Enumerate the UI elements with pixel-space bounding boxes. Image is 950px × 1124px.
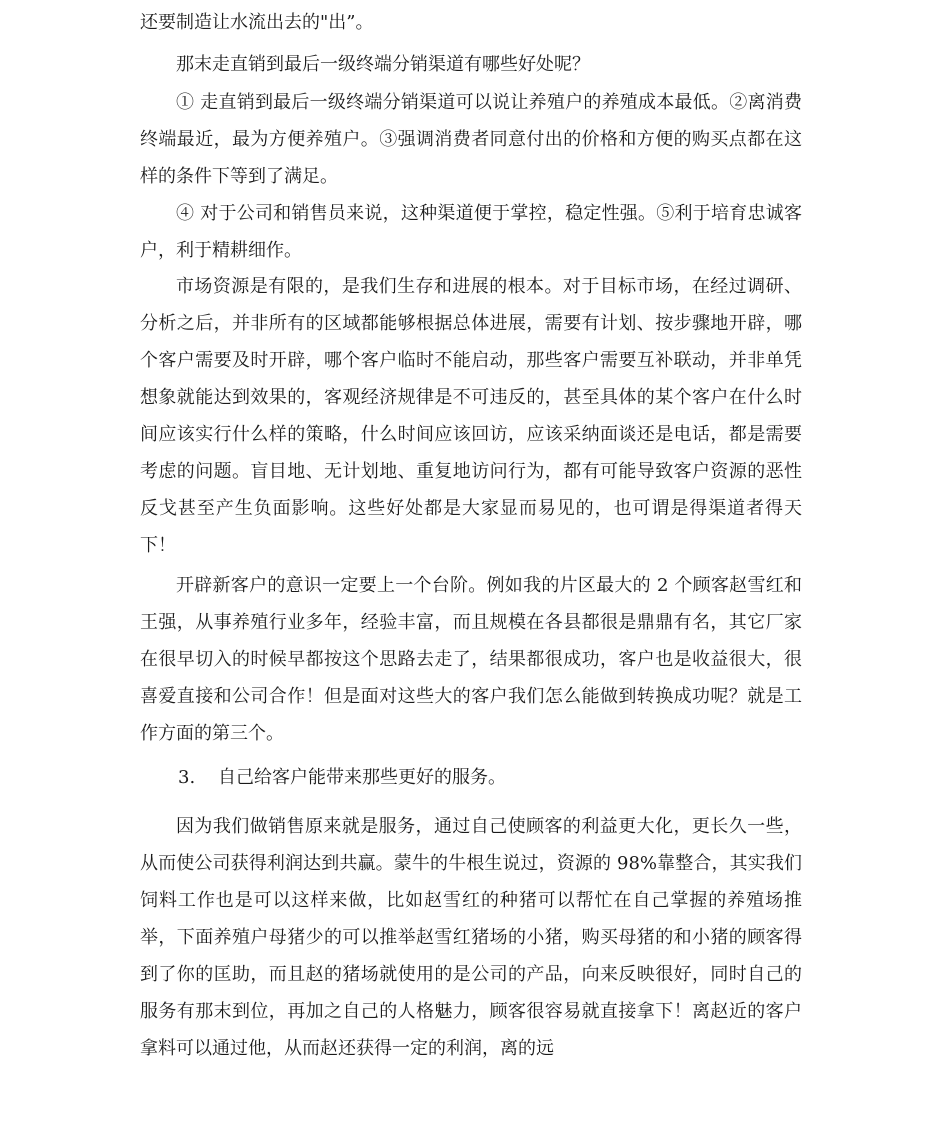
- paragraph-3: ① 走直销到最后一级终端分销渠道可以说让养殖户的养殖成本最低。②离消费终端最近，最为方便养殖户。③强调消费者同意付出的价格和方便的购买点都在这样的条件下等到了满足。: [140, 92, 802, 187]
- section-heading-number: 3.: [178, 767, 196, 788]
- paragraph-6: 开辟新客户的意识一定要上一个台阶。例如我的片区最大的 2 个顾客赵雪红和王强，从事养殖行业多年，经验丰富，而且规模在各县都很是鼎鼎有名，其它厂家在很早切入的时候早都按这个思路去走了，结果都很成功，客户也是收益很大，很喜爱直接和公司合作！但是面对这些大的客户我们怎么能做到转换成功呢？就是工作方面的第三个。: [140, 575, 802, 744]
- section-heading: [178, 759, 506, 796]
- section-heading-text: 自己给客户能带来那些更好的服务。: [218, 767, 506, 788]
- paragraph-1: 还要制造让水流出去的"出”。: [140, 12, 374, 33]
- paragraph-4: ④ 对于公司和销售员来说，这种渠道便于掌控，稳定性强。⑤利于培育忠诚客户，利于精耕细作。: [140, 203, 802, 261]
- paragraph-5: 市场资源是有限的，是我们生存和进展的根本。对于目标市场，在经过调研、分析之后，并非所有的区域都能够根据总体进展，需要有计划、按步骤地开辟，哪个客户需要及时开辟，哪个客户临时不能启动，那些客户需要互补联动，并非单凭想象就能达到效果的，客观经济规律是不可违反的，甚至具体的某个客户在什么时间应该实行什么样的策略，什么时间应该回访，应该采纳面谈还是电话，都是需要考虑的问题。盲目地、无计划地、重复地访问行为，都有可能导致客户资源的恶性反戈甚至产生负面影响。这些好处都是大家显而易见的，也可谓是得渠道者得天下！: [140, 276, 802, 556]
- paragraph-2: 那末走直销到最后一级终端分销渠道有哪些好处呢？: [176, 54, 590, 75]
- paragraph-7: 因为我们做销售原来就是服务，通过自己使顾客的利益更大化，更长久一些，从而使公司获得利润达到共赢。蒙牛的牛根生说过，资源的 98%靠整合，其实我们饲料工作也是可以这样来做，比如赵雪红的种猪可以帮忙在自己掌握的养殖场推举，下面养殖户母猪少的可以推举赵雪红猪场的小猪，购买母猪的和小猪的顾客得到了你的匡助，而且赵的猪场就使用的是公司的产品，向来反映很好，同时自己的服务有那末到位，再加之自己的人格魅力，顾客很容易就直接拿下！离赵近的客户拿料可以通过他，从而赵还获得一定的利润，离的远: [140, 816, 802, 1059]
